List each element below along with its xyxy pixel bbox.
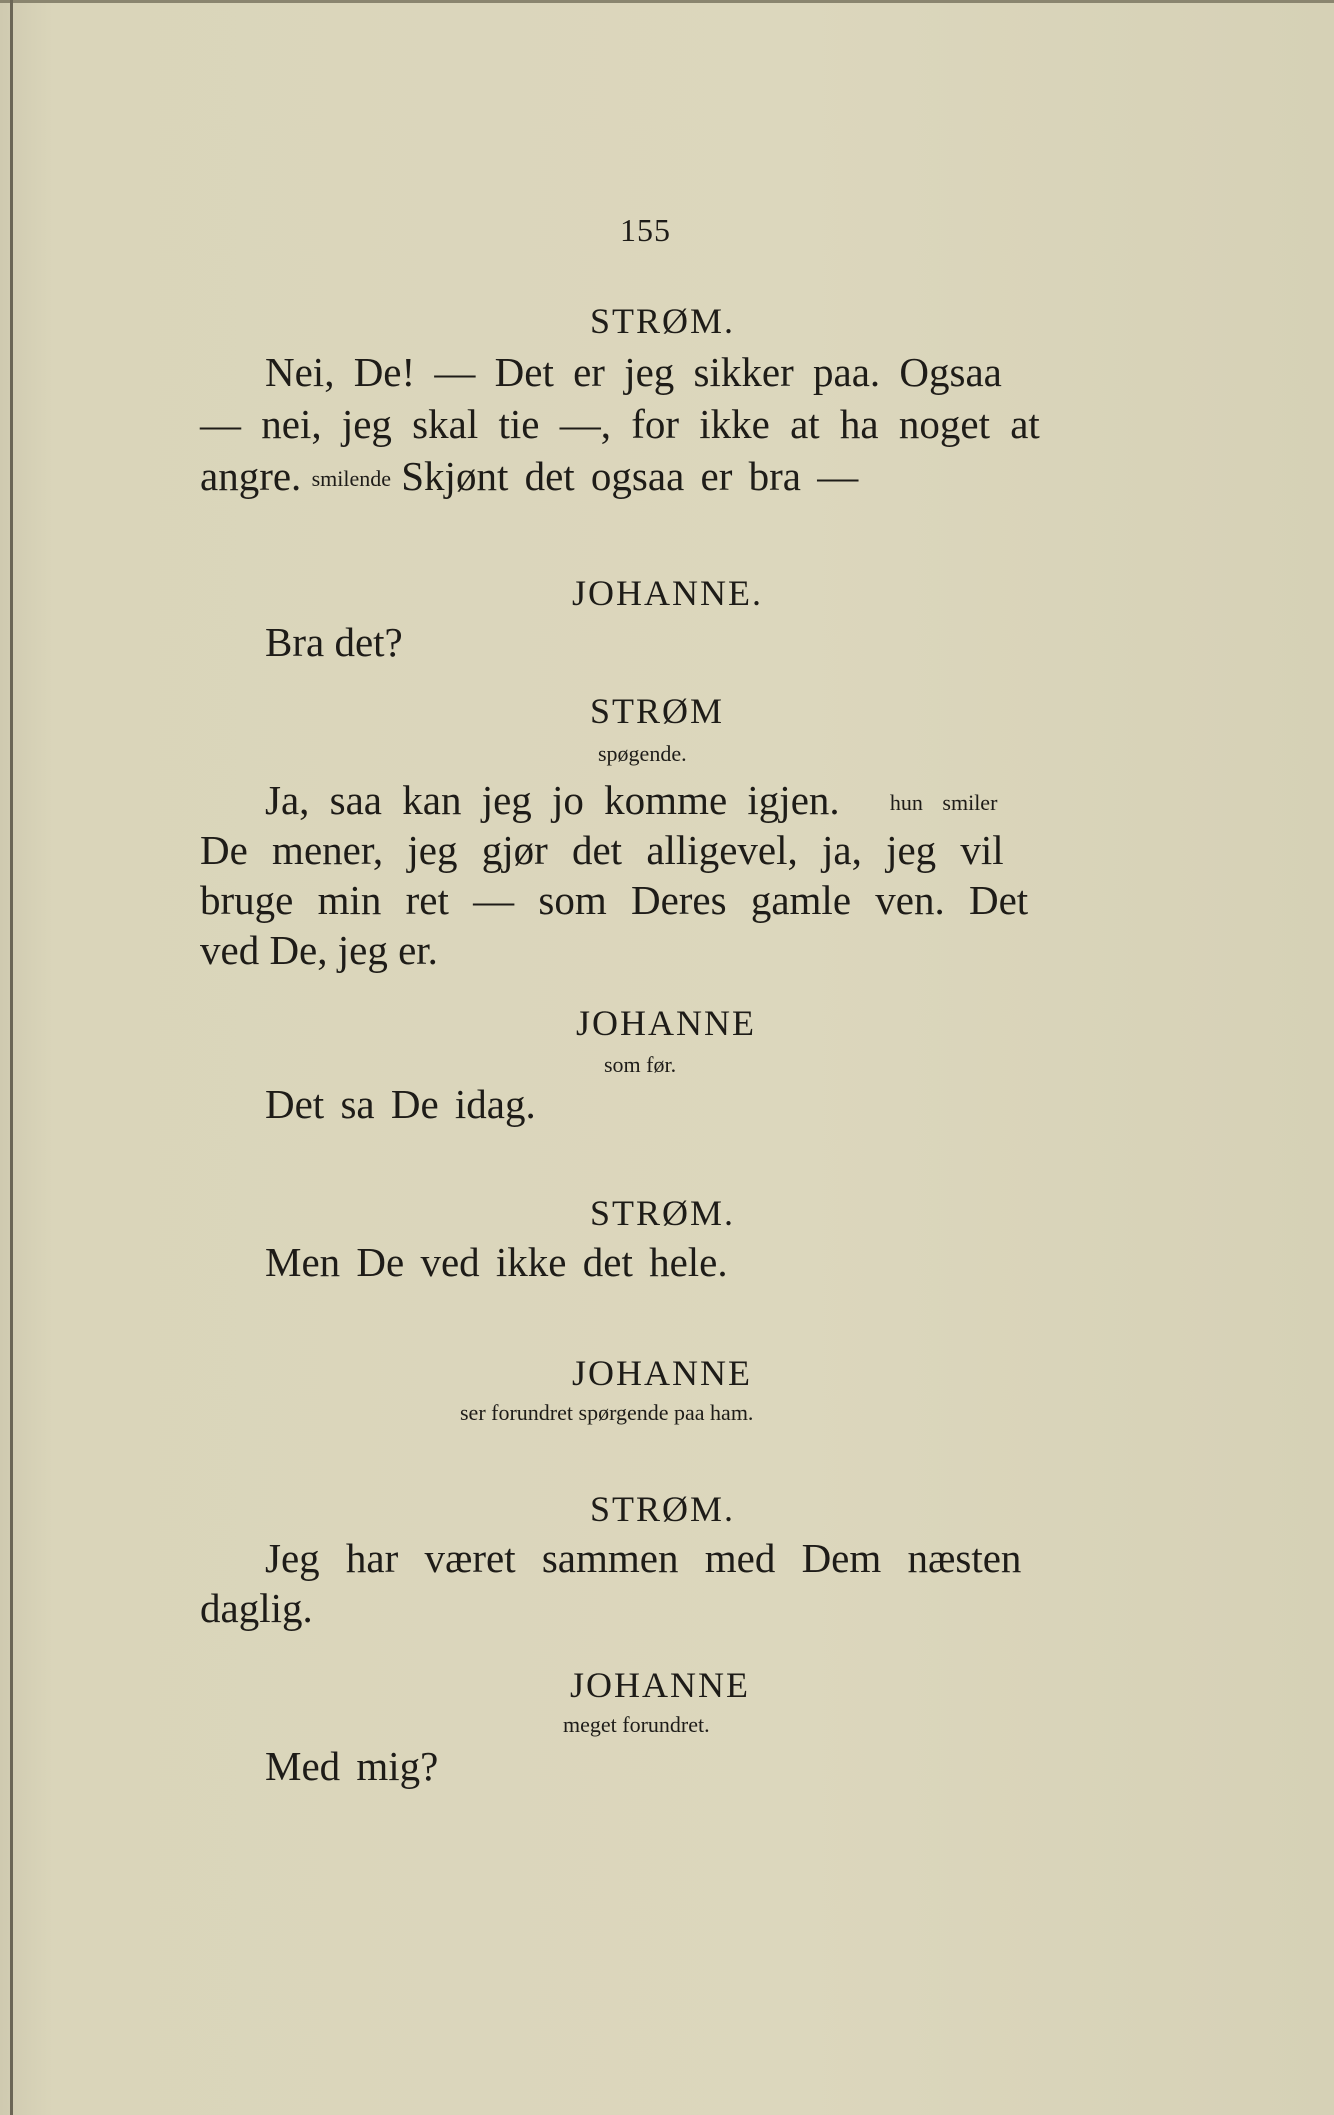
text-span: angre. bbox=[200, 453, 302, 499]
speaker-name: STRØM. bbox=[590, 1489, 736, 1529]
text-line: Det sa De idag. bbox=[265, 1081, 536, 1127]
stage-direction: ser forundret spørgende paa ham. bbox=[460, 1400, 754, 1425]
text-line bbox=[265, 776, 997, 824]
text-line: — nei, jeg skal tie —, for ikke at ha noget at bbox=[200, 401, 1040, 447]
text-line: Med mig? bbox=[265, 1743, 439, 1789]
text-line: ved De, jeg er. bbox=[200, 927, 438, 973]
text-line bbox=[200, 452, 858, 500]
speaker-name: JOHANNE bbox=[576, 1003, 756, 1043]
text-line: Jeg har været sammen med Dem næsten bbox=[265, 1535, 1022, 1581]
page-binding-edge bbox=[10, 0, 13, 2115]
text-line: Bra det? bbox=[265, 619, 403, 665]
stage-direction: spøgende. bbox=[598, 741, 687, 766]
speaker-name: STRØM. bbox=[590, 1193, 736, 1233]
text-line bbox=[265, 348, 1105, 396]
stage-direction: meget forundret. bbox=[563, 1712, 710, 1737]
speaker-name: STRØM bbox=[590, 691, 725, 731]
speaker-name: JOHANNE bbox=[570, 1665, 750, 1705]
speaker-name: JOHANNE. bbox=[572, 573, 763, 613]
page-number: 155 bbox=[620, 212, 671, 248]
text-span: Ja, saa kan jeg jo komme igjen. bbox=[265, 777, 840, 823]
stage-direction: som før. bbox=[604, 1052, 677, 1077]
text-span: Nei, De! — Det er jeg sikker paa. Ogsaa bbox=[265, 349, 1002, 395]
text-line: Men De ved ikke det hele. bbox=[265, 1239, 728, 1285]
text-line: bruge min ret — som Deres gamle ven. Det bbox=[200, 877, 1029, 923]
speaker-name: JOHANNE bbox=[572, 1353, 752, 1393]
stage-direction: hun smiler bbox=[889, 790, 998, 815]
text-line: daglig. bbox=[200, 1585, 313, 1631]
speaker-name: STRØM. bbox=[590, 301, 736, 341]
text-line: De mener, jeg gjør det alligevel, ja, jeg vil bbox=[200, 827, 1004, 873]
text-span: Skjønt det ogsaa er bra — bbox=[401, 453, 859, 499]
page-top-edge bbox=[0, 0, 1334, 3]
stage-direction: smilende bbox=[311, 466, 391, 491]
